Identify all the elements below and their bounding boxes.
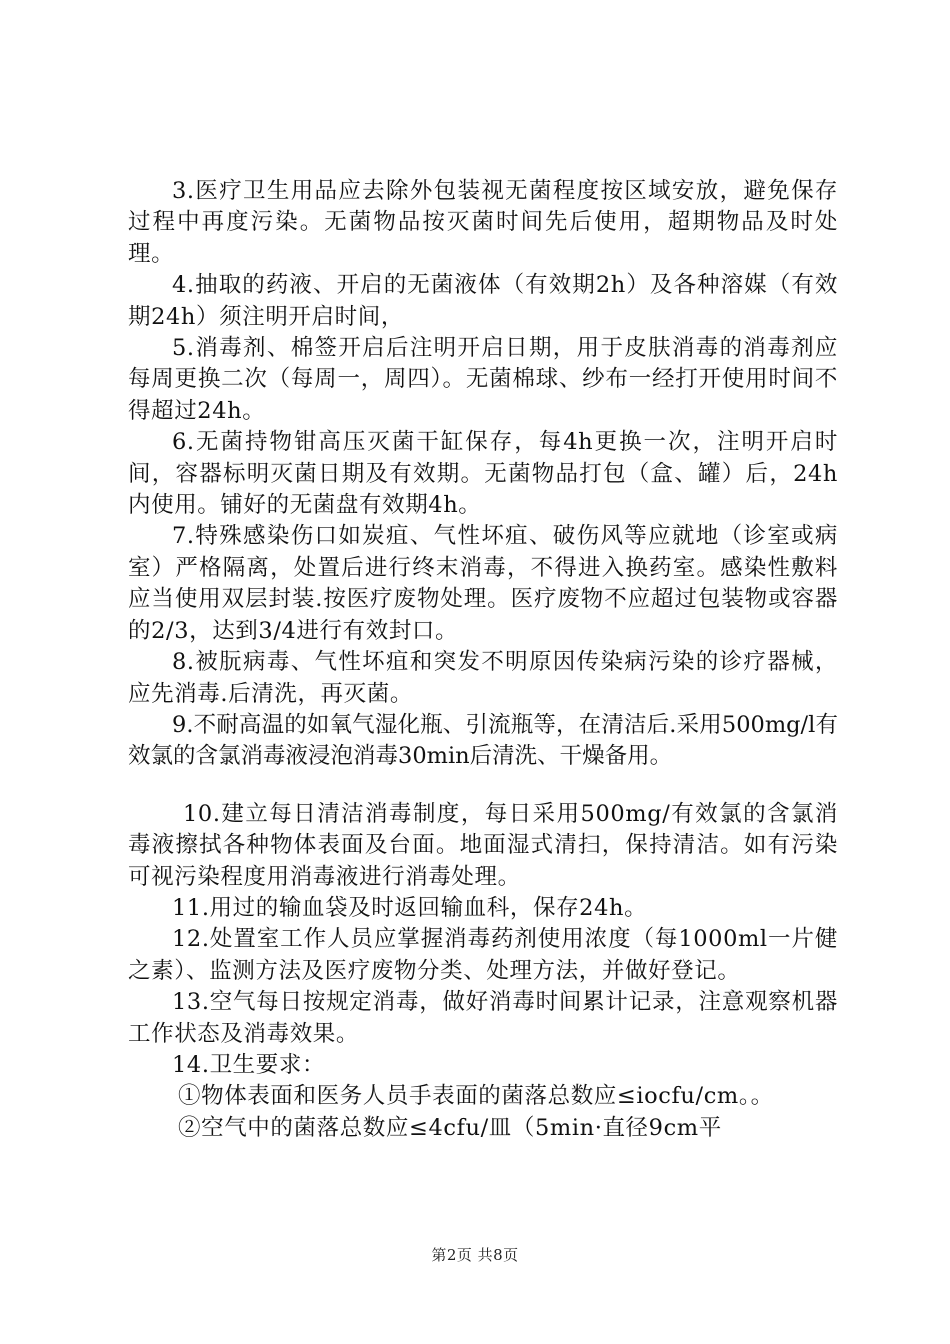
requirement-item-1: ①物体表面和医务人员手表面的菌落总数应≤iocfu/cm。。	[178, 1083, 774, 1110]
paragraph-11: 11.用过的输血袋及时返回输血科，保存24h。	[172, 894, 648, 921]
paragraph-5: 5.消毒剂、棉签开启后注明开启日期，用于皮肤消毒的消毒剂应每周更换二次（每周一，周四）。无菌棉球、纱布一经打开使用时间不得超过24h。	[128, 335, 838, 424]
paragraph-13: 13.空气每日按规定消毒，做好消毒时间累计记录，注意观察机器工作状态及消毒效果。	[128, 989, 838, 1047]
paragraph-6: 6.无菌持物钳高压灭菌干缸保存，每4h更换一次，注明开启时间，容器标明灭菌日期及有效期。无菌物品打包（盒、罐）后，24h内使用。铺好的无菌盘有效期4h。	[128, 429, 838, 519]
paragraph-7: 7.特殊感染伤口如炭疽、气性坏疽、破伤风等应就地（诊室或病室）严格隔离，处置后进行终末消毒，不得进入换药室。感染性敷料应当使用双层封装.按医疗废物处理。医疗废物不应超过包装物或容器的2/3，达到3/4进行有效封口。	[128, 523, 838, 644]
requirement-item-2: ②空气中的菌落总数应≤4cfu/皿（5min·直径9cm平	[178, 1114, 722, 1141]
paragraph-14: 14.卫生要求：	[172, 1051, 326, 1078]
paragraph-8: 8.被朊病毒、气性坏疽和突发不明原因传染病污染的诊疗器械，应先消毒.后清洗，再灭菌。	[128, 649, 838, 707]
paragraph-3: 3.医疗卫生用品应去除外包装视无菌程度按区域安放，避免保存过程中再度污染。无菌物品按灭菌时间先后使用，超期物品及时处理。	[128, 178, 838, 267]
paragraph-10: 10.建立每日清洁消毒制度，每日采用500mg/有效氯的含氯消毒液擦拭各种物体表面及台面。地面湿式清扫，保持清洁。如有污染可视污染程度用消毒液进行消毒处理。	[128, 800, 838, 890]
page-footer: 第2页 共8页	[431, 1246, 519, 1264]
paragraph-12: 12.处置室工作人员应掌握消毒药剂使用浓度（每1000ml一片健之素）、监测方法及医疗废物分类、处理方法，并做好登记。	[128, 926, 838, 984]
paragraph-4: 4.抽取的药液、开启的无菌液体（有效期2h）及各种溶媒（有效期24h）须注明开启时间，	[128, 272, 838, 330]
paragraph-9: 9.不耐高温的如氧气湿化瓶、引流瓶等，在清洁后.采用500mg/l有效氯的含氯消毒液浸泡消毒30min后清洗、干燥备用。	[128, 711, 838, 770]
document-body	[128, 176, 838, 1144]
